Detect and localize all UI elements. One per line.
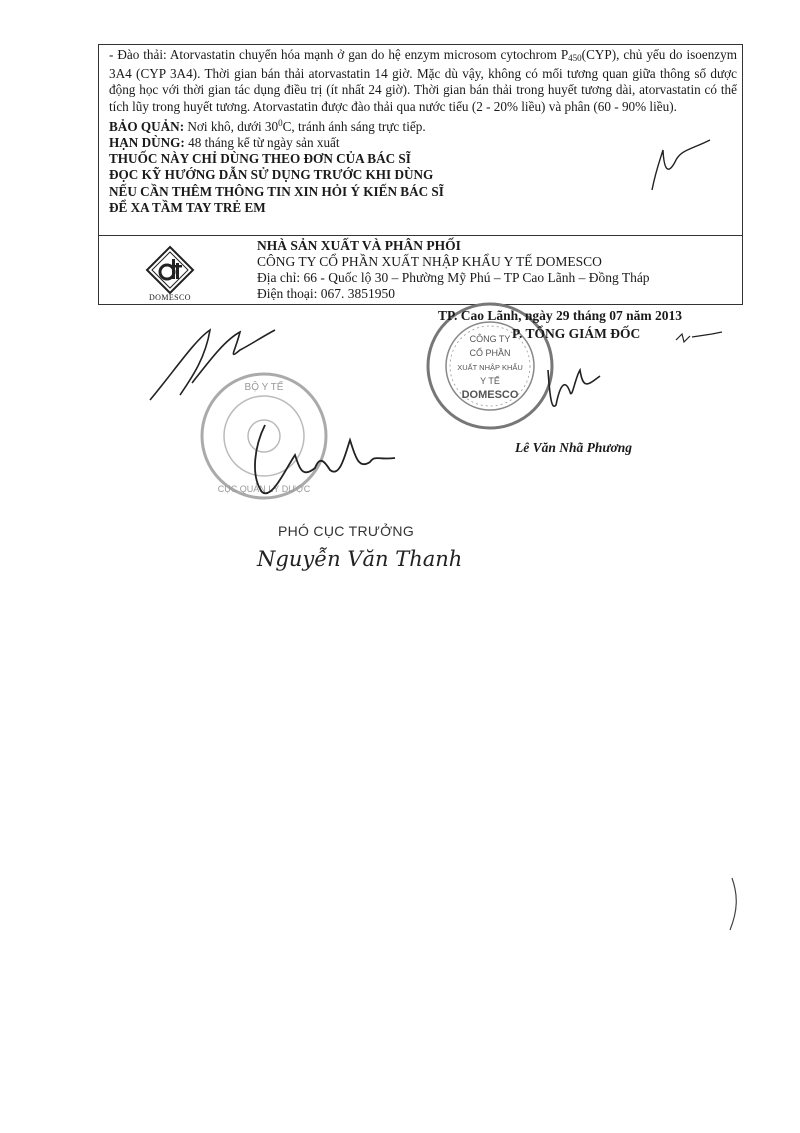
deputy-director-name: Nguyễn Văn Thanh	[257, 547, 463, 571]
expiry-line	[109, 135, 737, 151]
storage-line	[109, 115, 737, 135]
margin-mark	[730, 878, 736, 930]
stamp-right-line-2: CỔ PHẦN	[469, 348, 511, 358]
storage-text-b: C, tránh ánh sáng trực tiếp.	[282, 118, 426, 134]
storage-text-a: Nơi khô, dưới 30	[184, 118, 279, 134]
ceo-title: P. TỔNG GIÁM ĐỐC	[512, 326, 641, 341]
stamp-right-line-1: CÔNG TY	[469, 334, 511, 344]
manufacturer-heading: NHÀ SẢN XUẤT VÀ PHÂN PHỐI	[257, 238, 461, 253]
box-divider	[99, 235, 742, 236]
warning-prescription: THUỐC NÀY CHỈ DÙNG THEO ĐƠN CỦA BÁC SĨ	[109, 151, 411, 167]
ceo-initials	[676, 332, 722, 342]
manufacturer-block	[257, 238, 737, 302]
ceo-name: Lê Văn Nhã Phương	[515, 440, 632, 455]
elimination-paragraph	[109, 47, 737, 115]
expiry-label: HẠN DÙNG:	[109, 135, 185, 151]
stamp-left-line-2: CỤC QUẢN LÝ DƯỢC	[217, 484, 311, 494]
manufacturer-company: CÔNG TY CỔ PHẦN XUẤT NHẬP KHẨU Y TẾ DOMESCO	[257, 254, 602, 269]
stamp-right-line-4: Y TẾ	[480, 376, 500, 386]
storage-superscript: 0	[278, 117, 283, 128]
logo-caption: DOMESCO	[149, 293, 191, 302]
manufacturer-phone: Điện thoại: 067. 3851950	[257, 286, 395, 301]
expiry-text: 48 tháng kể từ ngày sản xuất	[184, 135, 340, 151]
storage-label: BẢO QUẢN:	[109, 118, 185, 134]
deputy-director-title: PHÓ CỤC TRƯỞNG	[278, 523, 415, 539]
info-box-text	[109, 47, 737, 216]
manufacturer-address: Địa chỉ: 66 - Quốc lộ 30 – Phường Mỹ Phú – TP Cao Lãnh – Đồng Tháp	[257, 270, 650, 285]
elimination-text-b: (CYP), chủ yếu do isoenzym 3A4 (CYP 3A4). Thời gian bán thải atorvastatin 14 giờ. Mặc dù vậy, không có mối tương quan giữa thông số dược động học với thời gian tác dụng điều trị (ít nhất 24 giờ). Thời gian bán thải trong huyết tương dài, atorvastatin có thể tích lũy trong huyết tương. Atorvastatin được đào thải qua nước tiểu (2 - 20% liều) và phân (60 - 90% liều).	[109, 47, 737, 114]
ministry-stamp	[196, 368, 332, 504]
stamp-right-line-3: XUẤT NHẬP KHẨU	[457, 363, 523, 372]
stamp-left-line-1: BỘ Y TẾ	[244, 382, 284, 393]
info-box	[98, 44, 743, 305]
warning-read-instructions: ĐỌC KỸ HƯỚNG DẪN SỬ DỤNG TRƯỚC KHI DÙNG	[109, 167, 434, 183]
place-and-date: TP. Cao Lãnh, ngày 29 tháng 07 năm 2013	[438, 308, 683, 323]
stamp-right-line-5: DOMESCO	[461, 389, 519, 401]
elimination-text-a: - Đào thải: Atorvastatin chuyển hóa mạnh ở gan do hệ enzym microsom cytochrom P	[109, 47, 569, 62]
warning-keep-from-children: ĐỂ XA TẦM TAY TRẺ EM	[109, 199, 266, 215]
elimination-subscript: 450	[568, 53, 582, 63]
domesco-logo-icon	[145, 245, 195, 295]
warning-ask-doctor: NẾU CẦN THÊM THÔNG TIN XIN HỎI Ý KIẾN BÁC SĨ	[109, 183, 444, 199]
